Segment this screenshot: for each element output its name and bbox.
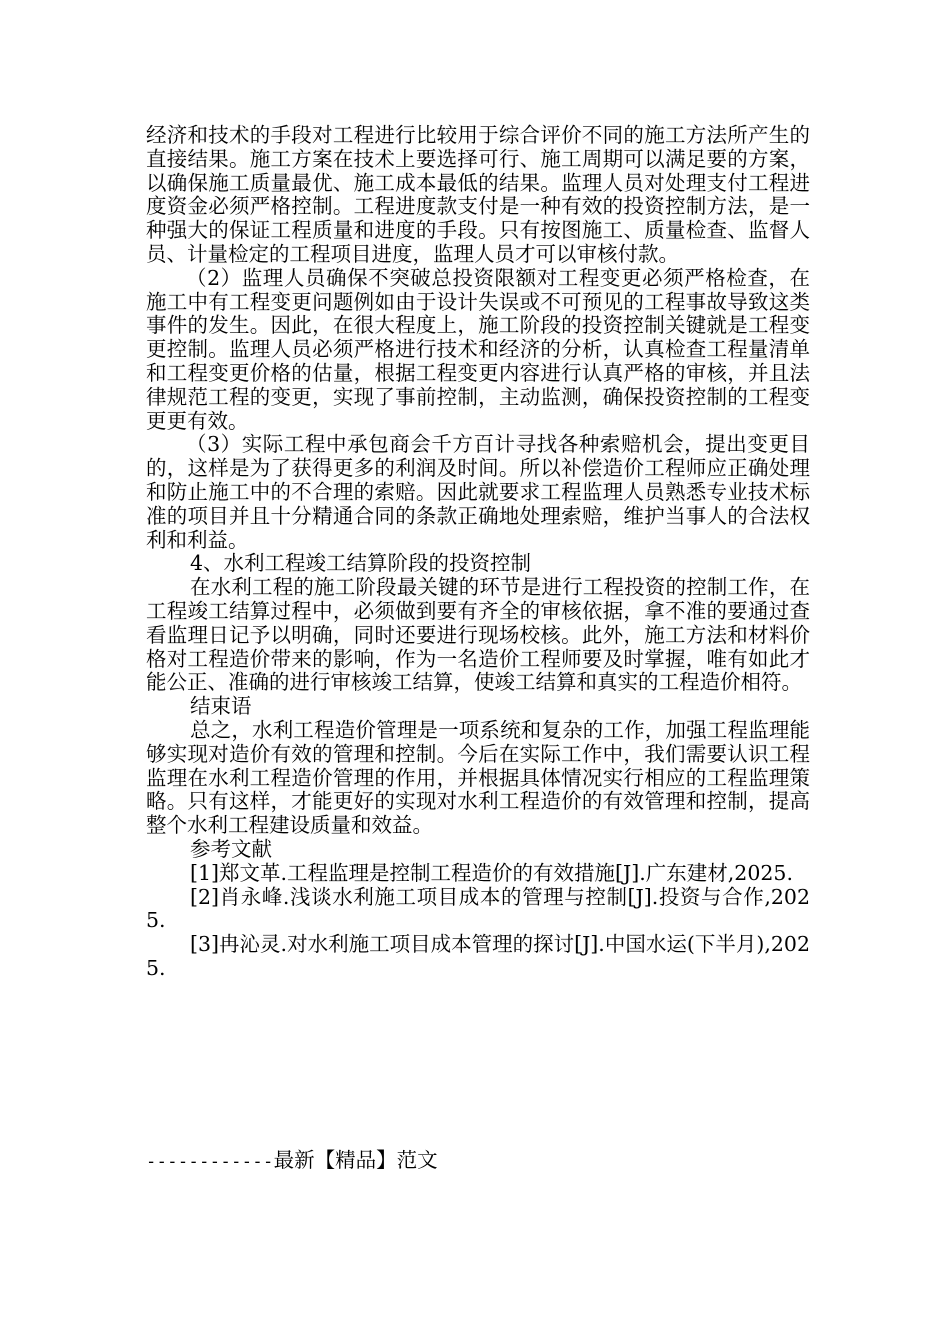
footer-banner (146, 1148, 438, 1174)
footer-dashes: ------------ (146, 1152, 274, 1172)
reference-item-2: [2]肖永峰.浅谈水利施工项目成本的管理与控制[J].投资与合作,2025. (146, 884, 810, 933)
reference-item-3: [3]冉沁灵.对水利施工项目成本管理的探讨[J].中国水运(下半月),2025. (146, 932, 810, 980)
paragraph-claims: （3）实际工程中承包商会千方百计寻找各种索赔机会，提出变更目的，这样是为了获得更多的利润及时间。所以补偿造价工程师应正确处理和防止施工中的不合理的索赔。因此就要求工程监理人员熟悉专业技术标准的项目并且十分精通合同的条款正确地处理索赔，维护当事人的合法权利和利益。 (146, 432, 810, 552)
reference-item-1: [1]郑文革.工程监理是控制工程造价的有效措施[J].广东建材,2025. (190, 860, 793, 885)
section-heading-settlement: 4、水利工程竣工结算阶段的投资控制 (190, 551, 532, 576)
paragraph-conclusion: 总之，水利工程造价管理是一项系统和复杂的工作，加强工程监理能够实现对造价有效的管理和控制。今后在实际工作中，我们需要认识工程监理在水利工程造价管理的作用，并根据具体情况实行相应的工程监理策略。只有这样，才能更好的实现对水利工程造价的有效管理和控制，提高整个水利工程建设质量和效益。 (146, 717, 810, 838)
document-body (146, 124, 810, 981)
paragraph-investment-methods: 经济和技术的手段对工程进行比较用于综合评价不同的施工方法所产生的直接结果。施工方案在技术上要选择可行、施工周期可以满足要的方案，以确保施工质量最优、施工成本最低的结果。监理人员对处理支付工程进度资金必须严格控制。工程进度款支付是一种有效的投资控制方法，是一种强大的保证工程质量和进度的手段。只有按图施工、质量检查、监督人员、计量检定的工程项目进度，监理人员才可以审核付款。 (146, 123, 810, 266)
paragraph-settlement: 在水利工程的施工阶段最关键的环节是进行工程投资的控制工作，在工程竣工结算过程中，必须做到要有齐全的审核依据，拿不准的要通过查看监理日记予以明确，同时还要进行现场校核。此外，施工方法和材料价格对工程造价带来的影响，作为一名造价工程师要及时掌握，唯有如此才能公正、准确的进行审核竣工结算，使竣工结算和真实的工程造价相符。 (146, 575, 810, 695)
paragraph-change-control: （2）监理人员确保不突破总投资限额对工程变更必须严格检查，在施工中有工程变更问题例如由于设计失误或不可预见的工程事故导致这类事件的发生。因此，在很大程度上，施工阶段的投资控制关键就是工程变更控制。监理人员必须严格进行技术和经济的分析，认真检查工程量清单和工程变更价格的估量，根据工程变更内容进行认真严格的审核，并且法律规范工程的变更，实现了事前控制，主动监测，确保投资控制的工程变更更有效。 (146, 265, 810, 433)
footer-text: 最新【精品】范文 (273, 1148, 438, 1172)
conclusion-heading: 结束语 (190, 694, 252, 719)
references-heading: 参考文献 (190, 836, 272, 861)
